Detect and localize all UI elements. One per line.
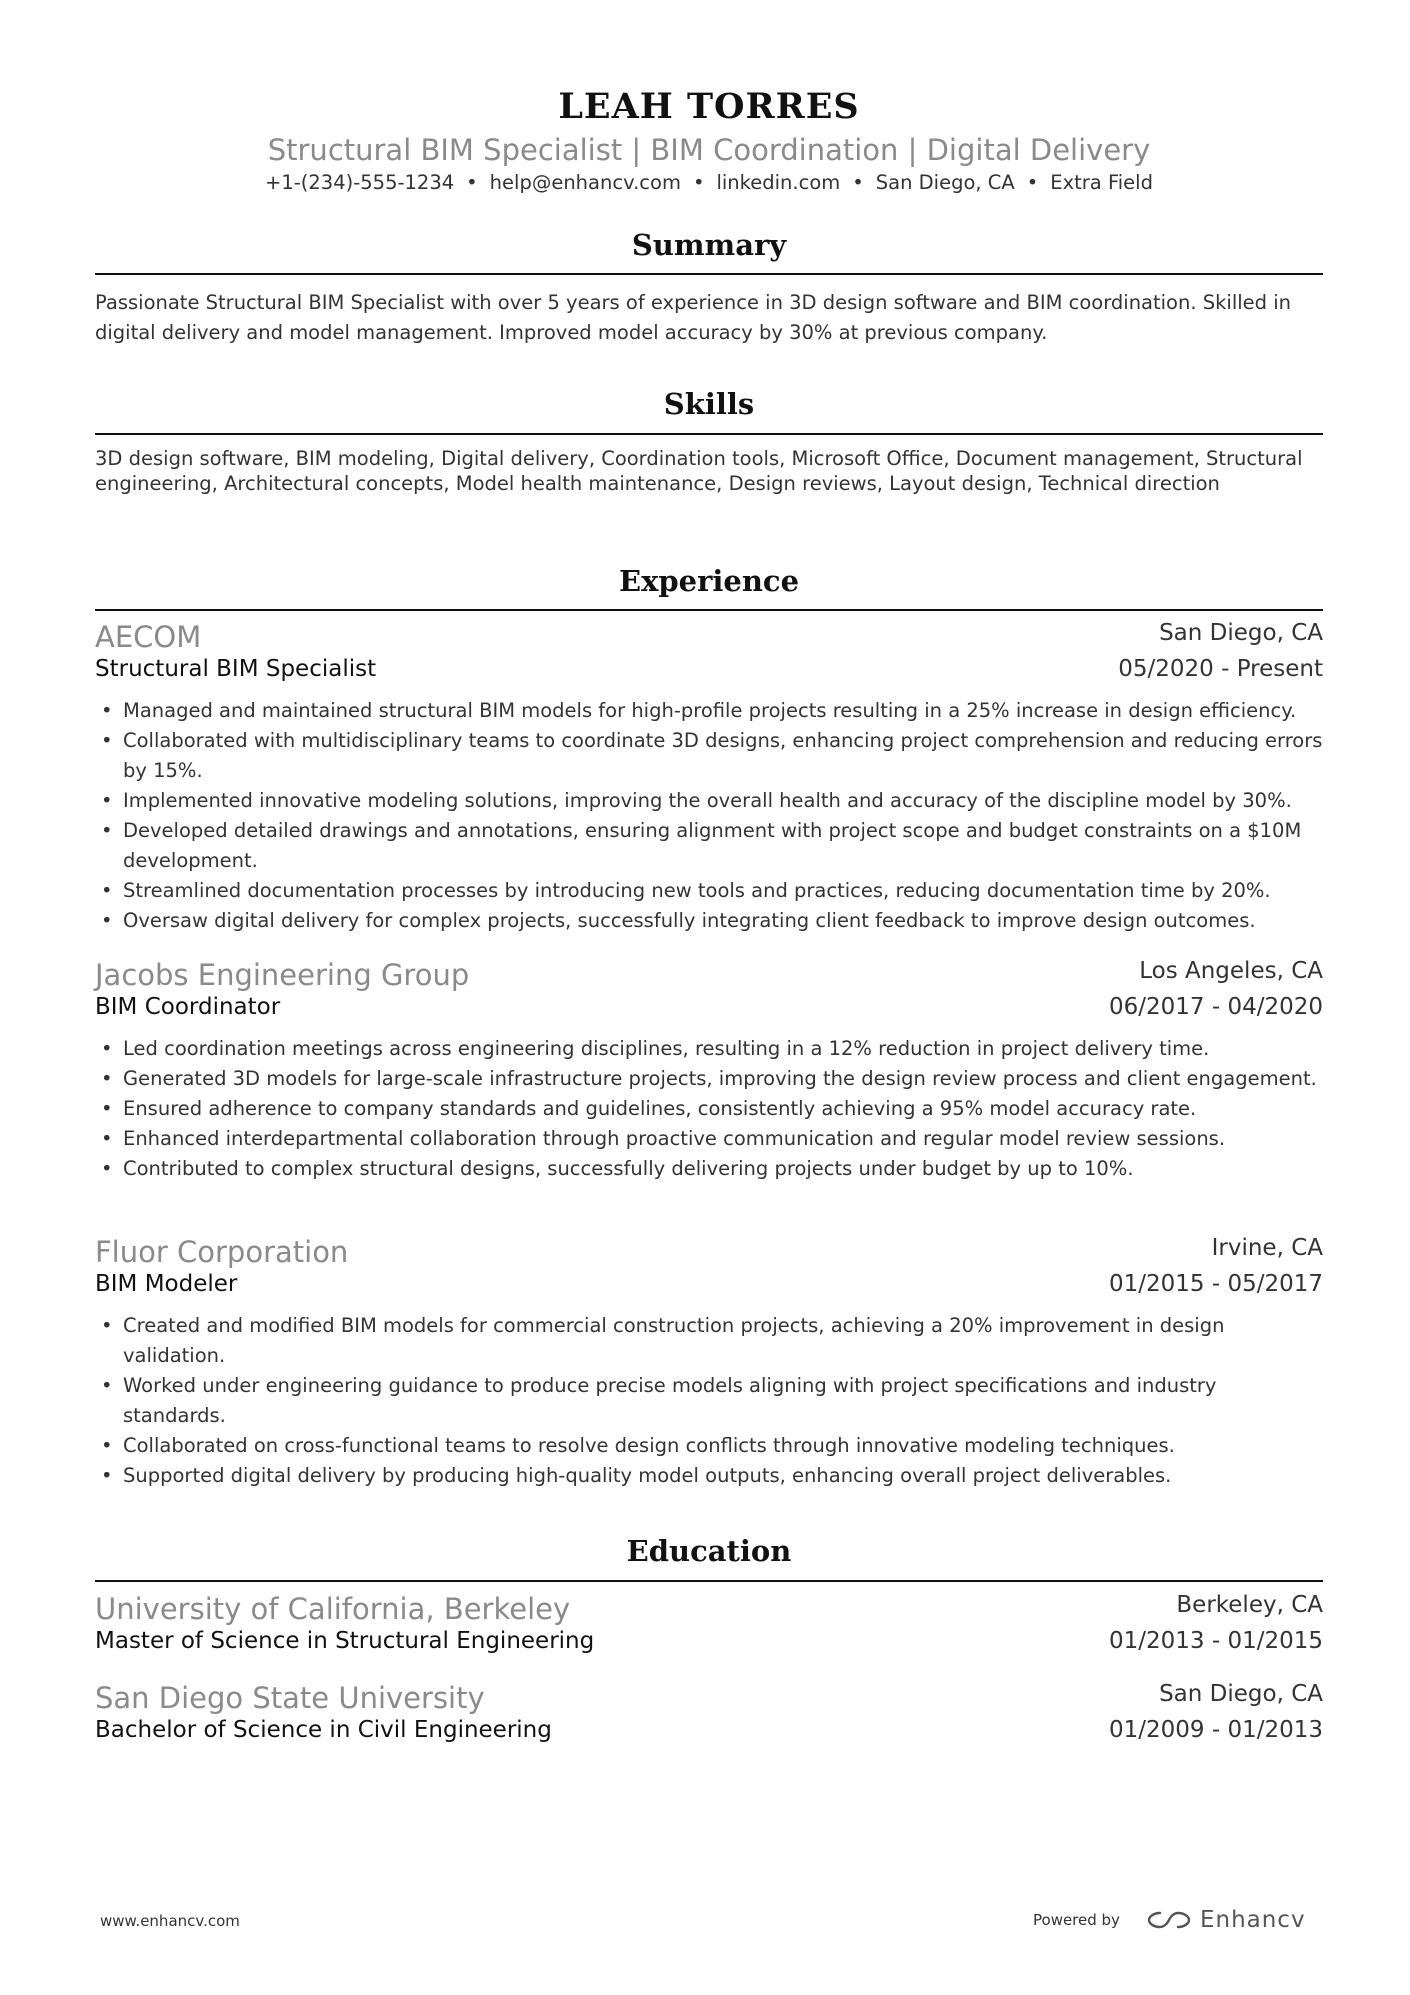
skills-heading: Skills — [663, 387, 755, 421]
enhancv-logo-icon — [1146, 1908, 1192, 1932]
footer-branding[interactable] — [1033, 1904, 1306, 1936]
achievement-item: • Worked under engineering guidance to produce precise models aligning with project specifications and industry standards. — [95, 1371, 1323, 1431]
experience-heading: Experience — [618, 564, 800, 598]
education-heading: Education — [626, 1534, 792, 1568]
achievement-item: • Implemented innovative modeling solutions, improving the overall health and accuracy of the discipline model by 30%. — [95, 786, 1323, 816]
achievement-item: • Developed detailed drawings and annotations, ensuring alignment with project scope and budget constraints on a $10M development. — [95, 816, 1323, 876]
job-location: Los Angeles, CA — [1139, 958, 1323, 984]
education-divider — [95, 1580, 1323, 1582]
contact-location: San Diego, CA — [875, 171, 1015, 194]
experience-entry — [95, 1235, 1323, 1491]
contact-separator: • — [1026, 171, 1039, 194]
school-name: San Diego State University — [95, 1681, 485, 1715]
contact-line — [95, 171, 1323, 194]
enhancv-brand-name: Enhancv — [1199, 1907, 1306, 1933]
achievement-item: • Oversaw digital delivery for complex projects, successfully integrating client feedback to improve design outcomes. — [95, 906, 1323, 936]
achievement-item: • Streamlined documentation processes by introducing new tools and practices, reducing documentation time by 20%. — [95, 876, 1323, 906]
achievement-item: • Contributed to complex structural designs, successfully delivering projects under budget by up to 10%. — [95, 1154, 1323, 1184]
powered-by-label: Powered by — [1033, 1911, 1120, 1929]
company-name: Fluor Corporation — [95, 1235, 349, 1269]
summary-heading: Summary — [631, 228, 787, 262]
contact-email[interactable]: help@enhancv.com — [489, 171, 681, 194]
contact-extra-field: Extra Field — [1050, 171, 1153, 194]
resume-page — [95, 0, 1323, 1995]
job-dates: 05/2020 - Present — [1118, 656, 1323, 682]
achievement-list — [95, 696, 1323, 936]
school-location: Berkeley, CA — [1176, 1592, 1323, 1618]
school-name: University of California, Berkeley — [95, 1592, 571, 1626]
company-name: AECOM — [95, 620, 202, 654]
contact-phone: +1-(234)-555-1234 — [265, 171, 455, 194]
degree-name: Master of Science in Structural Engineering — [95, 1628, 595, 1654]
summary-divider — [95, 273, 1323, 275]
job-title: BIM Coordinator — [95, 994, 281, 1020]
education-dates: 01/2009 - 01/2013 — [1108, 1717, 1323, 1743]
achievement-item: • Generated 3D models for large-scale infrastructure projects, improving the design review process and client engagement. — [95, 1064, 1323, 1094]
experience-entry — [95, 958, 1323, 1184]
job-location: Irvine, CA — [1211, 1235, 1323, 1261]
job-title: Structural BIM Specialist — [95, 656, 377, 682]
achievement-item: • Created and modified BIM models for commercial construction projects, achieving a 20% improvement in design validation. — [95, 1311, 1323, 1371]
achievement-list — [95, 1034, 1323, 1184]
contact-linkedin[interactable]: linkedin.com — [716, 171, 841, 194]
degree-name: Bachelor of Science in Civil Engineering — [95, 1717, 552, 1743]
experience-divider — [95, 609, 1323, 611]
job-dates: 01/2015 - 05/2017 — [1108, 1271, 1323, 1297]
contact-separator: • — [466, 171, 478, 194]
education-dates: 01/2013 - 01/2015 — [1108, 1628, 1323, 1654]
experience-entry — [95, 620, 1323, 936]
job-dates: 06/2017 - 04/2020 — [1108, 994, 1323, 1020]
company-name: Jacobs Engineering Group — [95, 958, 470, 992]
summary-text: Passionate Structural BIM Specialist with over 5 years of experience in 3D design software and BIM coordination. Skilled in digital delivery and model management. Improved model accuracy by 30% at previous company. — [95, 291, 1292, 344]
achievement-item: • Enhanced interdepartmental collaboration through proactive communication and regular model review sessions. — [95, 1124, 1323, 1154]
candidate-name: LEAH TORRES — [558, 86, 860, 127]
education-entry — [95, 1592, 1323, 1664]
achievement-item: • Led coordination meetings across engineering disciplines, resulting in a 12% reduction in project delivery time. — [95, 1034, 1323, 1064]
contact-separator: • — [692, 171, 705, 194]
achievement-item: • Ensured adherence to company standards and guidelines, consistently achieving a 95% model accuracy rate. — [95, 1094, 1323, 1124]
job-location: San Diego, CA — [1159, 620, 1323, 646]
achievement-item: • Managed and maintained structural BIM models for high-profile projects resulting in a 25% increase in design efficiency. — [95, 696, 1323, 726]
contact-separator: • — [852, 171, 864, 194]
candidate-headline: Structural BIM Specialist | BIM Coordination | Digital Delivery — [267, 133, 1151, 167]
job-title: BIM Modeler — [95, 1271, 238, 1297]
school-location: San Diego, CA — [1159, 1681, 1323, 1707]
footer-website-link[interactable]: www.enhancv.com — [100, 1912, 240, 1930]
skills-text: 3D design software, BIM modeling, Digital delivery, Coordination tools, Microsoft Office, Document management, Structural engineering, Architectural concepts, Model health maintenance, Design reviews, Layout design, Technical direction — [95, 447, 1303, 495]
skills-divider — [95, 433, 1323, 435]
achievement-item: • Collaborated with multidisciplinary teams to coordinate 3D designs, enhancing project comprehension and reducing errors by 15%. — [95, 726, 1323, 786]
achievement-item: • Supported digital delivery by producing high-quality model outputs, enhancing overall project deliverables. — [95, 1461, 1323, 1491]
education-entry — [95, 1681, 1323, 1753]
achievement-list — [95, 1311, 1323, 1491]
achievement-item: • Collaborated on cross-functional teams to resolve design conflicts through innovative modeling techniques. — [95, 1431, 1323, 1461]
